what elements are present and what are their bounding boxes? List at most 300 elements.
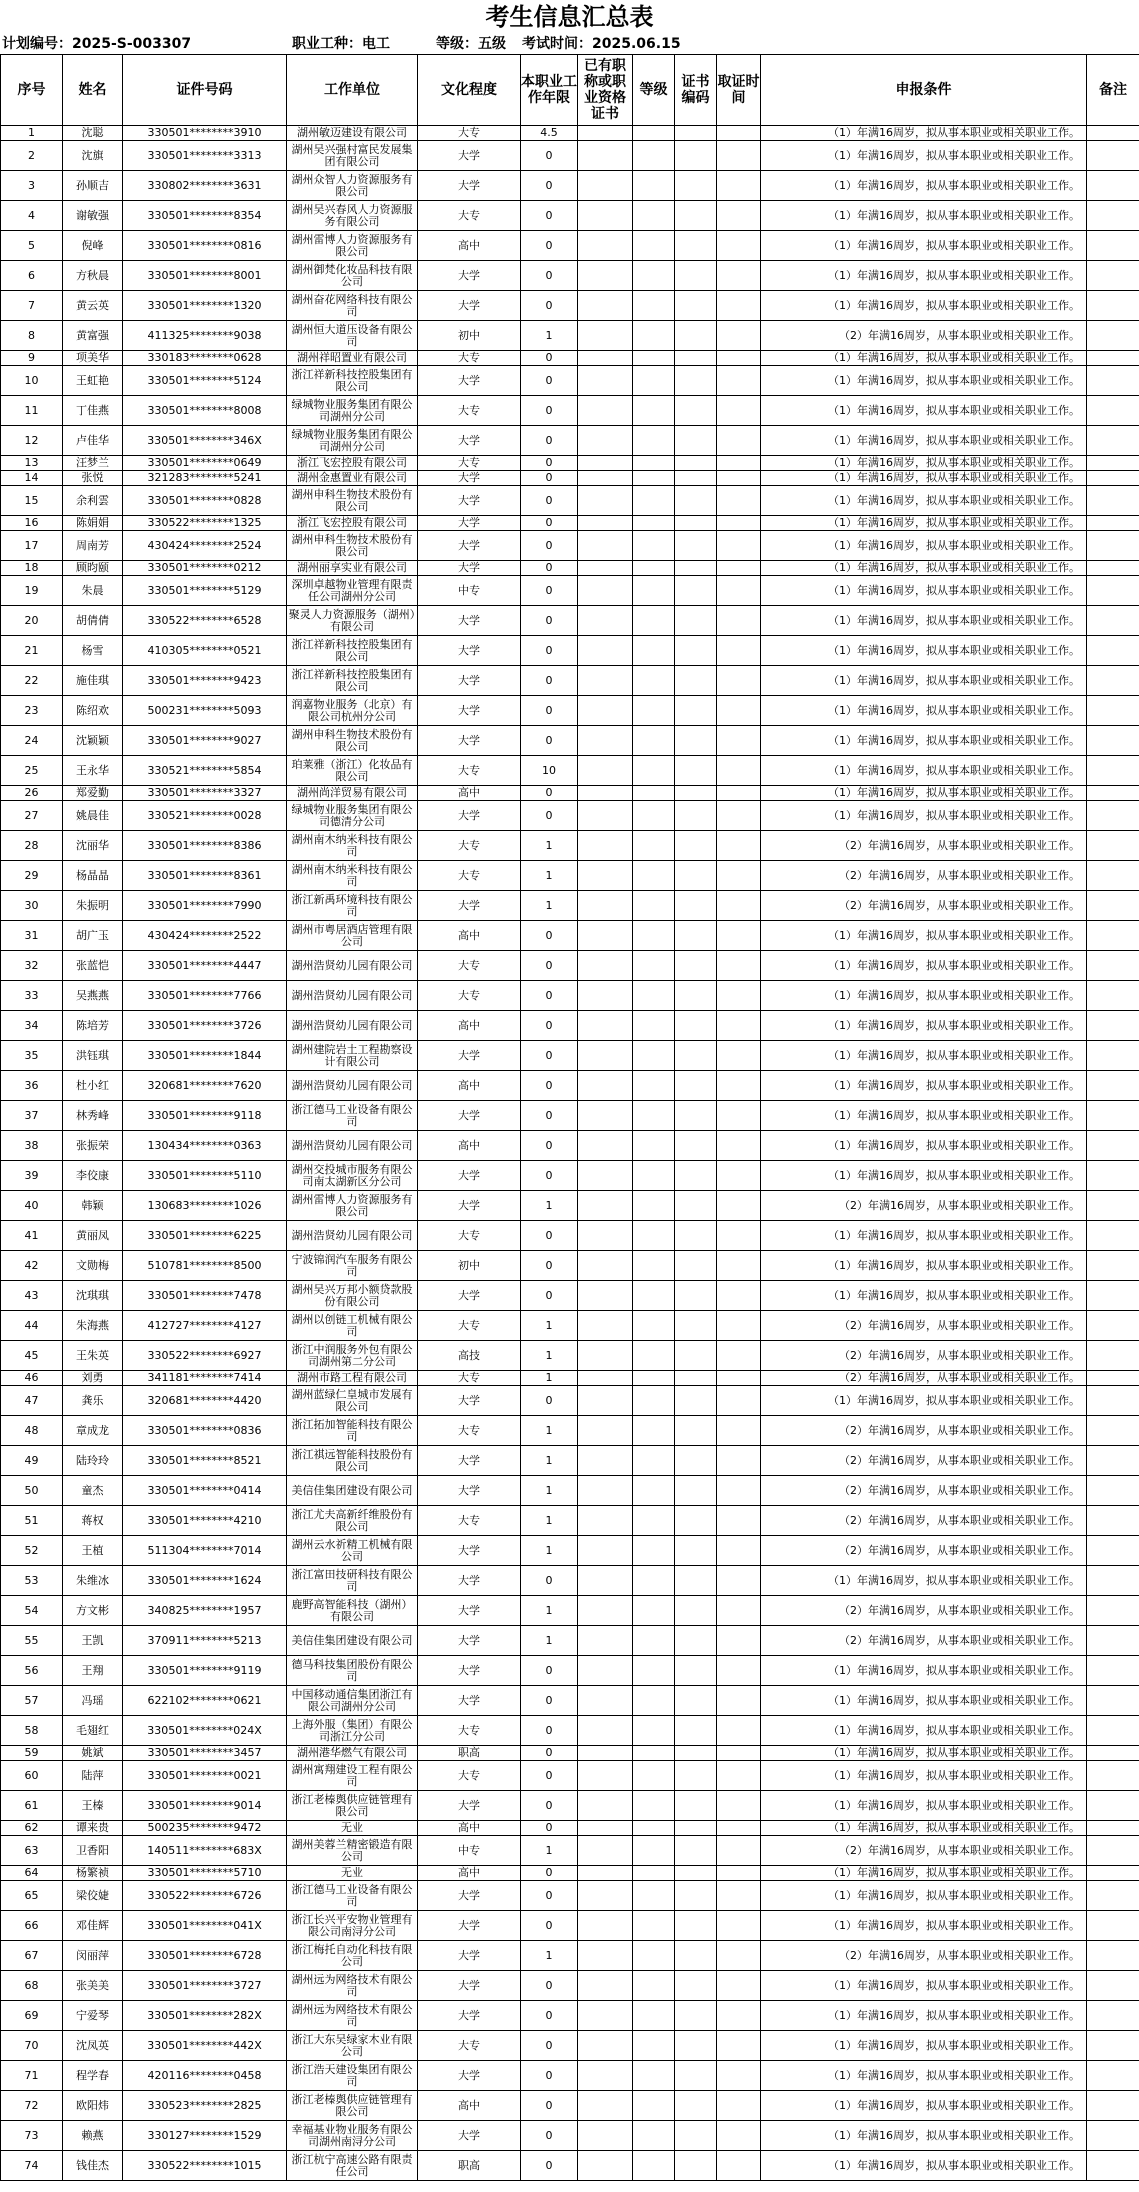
cell-date bbox=[717, 1251, 761, 1281]
cell-note bbox=[1087, 801, 1139, 831]
cell-unit: 湖州雷博人力资源服务有限公司 bbox=[287, 1191, 418, 1221]
cell-certno bbox=[675, 1506, 717, 1536]
cell-name: 沈旗 bbox=[63, 141, 123, 171]
cell-date bbox=[717, 1716, 761, 1746]
cell-no: 14 bbox=[1, 471, 63, 486]
cell-unit: 聚灵人力资源服务（湖州）有限公司 bbox=[287, 606, 418, 636]
cell-years: 0 bbox=[521, 1101, 578, 1131]
cell-unit: 湖州吴兴春风人力资源服务有限公司 bbox=[287, 201, 418, 231]
cell-level bbox=[633, 261, 675, 291]
cell-years: 0 bbox=[521, 1386, 578, 1416]
table-row bbox=[1, 171, 1139, 201]
cell-cert bbox=[578, 516, 633, 531]
cell-id: 330127********1529 bbox=[123, 2121, 287, 2151]
cell-no: 1 bbox=[1, 126, 63, 141]
cell-level bbox=[633, 1341, 675, 1371]
cell-years: 0 bbox=[521, 2061, 578, 2091]
cell-years: 0 bbox=[521, 396, 578, 426]
cell-unit: 无业 bbox=[287, 1866, 418, 1881]
cell-note bbox=[1087, 2061, 1139, 2091]
cell-id: 330501********8001 bbox=[123, 261, 287, 291]
cell-years: 0 bbox=[521, 531, 578, 561]
table-row bbox=[1, 1506, 1139, 1536]
cell-cert bbox=[578, 1131, 633, 1161]
cell-id: 370911********5213 bbox=[123, 1626, 287, 1656]
cell-no: 59 bbox=[1, 1746, 63, 1761]
cell-name: 卫香阳 bbox=[63, 1836, 123, 1866]
cell-id: 330523********2825 bbox=[123, 2091, 287, 2121]
cell-years: 0 bbox=[521, 2031, 578, 2061]
cell-certno bbox=[675, 831, 717, 861]
cell-cert bbox=[578, 531, 633, 561]
cell-years: 0 bbox=[521, 1866, 578, 1881]
cell-date bbox=[717, 321, 761, 351]
cell-years: 1 bbox=[521, 1476, 578, 1506]
cell-note bbox=[1087, 231, 1139, 261]
cell-no: 31 bbox=[1, 921, 63, 951]
cell-years: 0 bbox=[521, 426, 578, 456]
cell-edu: 中专 bbox=[418, 1836, 521, 1866]
cell-no: 70 bbox=[1, 2031, 63, 2061]
cell-years: 0 bbox=[521, 1746, 578, 1761]
cell-edu: 大专 bbox=[418, 351, 521, 366]
cell-unit: 浙江祥新科技控股集团有限公司 bbox=[287, 366, 418, 396]
cell-date bbox=[717, 396, 761, 426]
cell-name: 丁佳燕 bbox=[63, 396, 123, 426]
cell-years: 0 bbox=[521, 351, 578, 366]
table-row bbox=[1, 2031, 1139, 2061]
cell-cond: （1）年满16周岁，拟从事本职业或相关职业工作。 bbox=[761, 1686, 1087, 1716]
cell-edu: 大专 bbox=[418, 1416, 521, 1446]
cell-edu: 大学 bbox=[418, 1791, 521, 1821]
cell-years: 0 bbox=[521, 636, 578, 666]
cell-cond: （1）年满16周岁，拟从事本职业或相关职业工作。 bbox=[761, 921, 1087, 951]
cell-note bbox=[1087, 351, 1139, 366]
header-level: 等级 bbox=[633, 55, 675, 126]
cell-note bbox=[1087, 1881, 1139, 1911]
cell-no: 56 bbox=[1, 1656, 63, 1686]
table-row bbox=[1, 2121, 1139, 2151]
cell-certno bbox=[675, 1131, 717, 1161]
cell-cert bbox=[578, 1791, 633, 1821]
cell-note bbox=[1087, 1371, 1139, 1386]
cell-no: 53 bbox=[1, 1566, 63, 1596]
cell-name: 谢敏强 bbox=[63, 201, 123, 231]
table-row bbox=[1, 726, 1139, 756]
cell-name: 杨繁祯 bbox=[63, 1866, 123, 1881]
cell-cond: （1）年满16周岁，拟从事本职业或相关职业工作。 bbox=[761, 1746, 1087, 1761]
cell-cert bbox=[578, 1686, 633, 1716]
cell-certno bbox=[675, 1971, 717, 2001]
table-row bbox=[1, 1881, 1139, 1911]
cell-years: 1 bbox=[521, 1416, 578, 1446]
cell-edu: 大学 bbox=[418, 726, 521, 756]
cell-level bbox=[633, 171, 675, 201]
cell-cond: （1）年满16周岁，拟从事本职业或相关职业工作。 bbox=[761, 576, 1087, 606]
cell-unit: 浙江杭宁高速公路有限责任公司 bbox=[287, 2151, 418, 2181]
cell-no: 72 bbox=[1, 2091, 63, 2121]
cell-certno bbox=[675, 351, 717, 366]
cell-note bbox=[1087, 1911, 1139, 1941]
cell-edu: 大专 bbox=[418, 1761, 521, 1791]
cell-note bbox=[1087, 201, 1139, 231]
cell-unit: 浙江中润服务外包有限公司湖州第二分公司 bbox=[287, 1341, 418, 1371]
cell-no: 13 bbox=[1, 456, 63, 471]
cell-edu: 大学 bbox=[418, 2121, 521, 2151]
cell-certno bbox=[675, 1446, 717, 1476]
cell-no: 36 bbox=[1, 1071, 63, 1101]
cell-cond: （1）年满16周岁，拟从事本职业或相关职业工作。 bbox=[761, 426, 1087, 456]
cell-level bbox=[633, 141, 675, 171]
cell-date bbox=[717, 1506, 761, 1536]
cell-cond: （1）年满16周岁，拟从事本职业或相关职业工作。 bbox=[761, 981, 1087, 1011]
cell-name: 王朱英 bbox=[63, 1341, 123, 1371]
cell-level bbox=[633, 366, 675, 396]
cell-date bbox=[717, 1101, 761, 1131]
table-row bbox=[1, 1911, 1139, 1941]
cell-no: 33 bbox=[1, 981, 63, 1011]
cell-cert bbox=[578, 1836, 633, 1866]
cell-unit: 湖州寓翔建设工程有限公司 bbox=[287, 1761, 418, 1791]
cell-name: 洪钰琪 bbox=[63, 1041, 123, 1071]
header-date: 取证时间 bbox=[717, 55, 761, 126]
cell-cert bbox=[578, 1311, 633, 1341]
cell-cert bbox=[578, 1941, 633, 1971]
cell-cond: （1）年满16周岁，拟从事本职业或相关职业工作。 bbox=[761, 366, 1087, 396]
table-row bbox=[1, 231, 1139, 261]
cell-edu: 高中 bbox=[418, 2091, 521, 2121]
cell-name: 孙顺吉 bbox=[63, 171, 123, 201]
cell-level bbox=[633, 1836, 675, 1866]
cell-cond: （2）年满16周岁，从事本职业或相关职业工作。 bbox=[761, 321, 1087, 351]
cell-note bbox=[1087, 486, 1139, 516]
cell-date bbox=[717, 2001, 761, 2031]
cell-id: 330501********3327 bbox=[123, 786, 287, 801]
cell-cert bbox=[578, 1101, 633, 1131]
cell-level bbox=[633, 1596, 675, 1626]
cell-no: 22 bbox=[1, 666, 63, 696]
cell-cond: （1）年满16周岁，拟从事本职业或相关职业工作。 bbox=[761, 1566, 1087, 1596]
cell-years: 0 bbox=[521, 801, 578, 831]
cell-edu: 高中 bbox=[418, 1821, 521, 1836]
cell-note bbox=[1087, 1476, 1139, 1506]
table-row bbox=[1, 1686, 1139, 1716]
cell-level bbox=[633, 1716, 675, 1746]
cell-note bbox=[1087, 831, 1139, 861]
cell-level bbox=[633, 1971, 675, 2001]
cell-edu: 高中 bbox=[418, 1011, 521, 1041]
cell-note bbox=[1087, 1506, 1139, 1536]
table-row bbox=[1, 1476, 1139, 1506]
cell-note bbox=[1087, 1161, 1139, 1191]
cell-years: 0 bbox=[521, 1971, 578, 2001]
cell-level bbox=[633, 726, 675, 756]
cell-cond: （1）年满16周岁，拟从事本职业或相关职业工作。 bbox=[761, 2091, 1087, 2121]
cell-no: 40 bbox=[1, 1191, 63, 1221]
cell-level bbox=[633, 636, 675, 666]
cell-certno bbox=[675, 1341, 717, 1371]
cell-no: 68 bbox=[1, 1971, 63, 2001]
cell-unit: 湖州申科生物技术股份有限公司 bbox=[287, 726, 418, 756]
cell-date bbox=[717, 1626, 761, 1656]
cell-cert bbox=[578, 1071, 633, 1101]
cell-id: 330501********0836 bbox=[123, 1416, 287, 1446]
cell-name: 卢佳华 bbox=[63, 426, 123, 456]
cell-unit: 湖州尚洋贸易有限公司 bbox=[287, 786, 418, 801]
cell-level bbox=[633, 1446, 675, 1476]
table-header-row bbox=[1, 55, 1139, 126]
cell-certno bbox=[675, 561, 717, 576]
cell-level bbox=[633, 1101, 675, 1131]
cell-years: 0 bbox=[521, 1656, 578, 1686]
cell-date bbox=[717, 1041, 761, 1071]
cell-no: 27 bbox=[1, 801, 63, 831]
table-row bbox=[1, 951, 1139, 981]
cell-level bbox=[633, 1131, 675, 1161]
cell-note bbox=[1087, 531, 1139, 561]
cell-level bbox=[633, 1011, 675, 1041]
table-row bbox=[1, 666, 1139, 696]
cell-level bbox=[633, 2151, 675, 2181]
table-row bbox=[1, 801, 1139, 831]
table-row bbox=[1, 1071, 1139, 1101]
cell-date bbox=[717, 1746, 761, 1761]
cell-date bbox=[717, 1161, 761, 1191]
cell-id: 330501********9423 bbox=[123, 666, 287, 696]
table-row bbox=[1, 561, 1139, 576]
cell-date bbox=[717, 696, 761, 726]
cell-id: 410305********0521 bbox=[123, 636, 287, 666]
cell-years: 0 bbox=[521, 981, 578, 1011]
cell-edu: 大学 bbox=[418, 531, 521, 561]
cell-unit: 美信佳集团建设有限公司 bbox=[287, 1626, 418, 1656]
cell-years: 0 bbox=[521, 2001, 578, 2031]
cell-no: 38 bbox=[1, 1131, 63, 1161]
cell-cond: （2）年满16周岁，从事本职业或相关职业工作。 bbox=[761, 1371, 1087, 1386]
cell-date bbox=[717, 366, 761, 396]
cell-note bbox=[1087, 1446, 1139, 1476]
cell-unit: 湖州奋花网络科技有限公司 bbox=[287, 291, 418, 321]
cell-certno bbox=[675, 801, 717, 831]
cell-name: 沈凤英 bbox=[63, 2031, 123, 2061]
cell-date bbox=[717, 1131, 761, 1161]
cell-unit: 湖州恒大道压设备有限公司 bbox=[287, 321, 418, 351]
cell-id: 130683********1026 bbox=[123, 1191, 287, 1221]
cell-name: 施佳琪 bbox=[63, 666, 123, 696]
cell-level bbox=[633, 1536, 675, 1566]
cell-no: 37 bbox=[1, 1101, 63, 1131]
cell-level bbox=[633, 516, 675, 531]
cell-name: 赖燕 bbox=[63, 2121, 123, 2151]
cell-certno bbox=[675, 1626, 717, 1656]
cell-years: 1 bbox=[521, 1596, 578, 1626]
cell-level bbox=[633, 1911, 675, 1941]
cell-id: 330522********1015 bbox=[123, 2151, 287, 2181]
cell-date bbox=[717, 1836, 761, 1866]
cell-name: 陈娟娟 bbox=[63, 516, 123, 531]
cell-unit: 浙江老榛舆供应链管理有限公司 bbox=[287, 1791, 418, 1821]
cell-certno bbox=[675, 921, 717, 951]
cell-cert bbox=[578, 2151, 633, 2181]
cell-level bbox=[633, 786, 675, 801]
cell-note bbox=[1087, 2031, 1139, 2061]
cell-edu: 大专 bbox=[418, 1371, 521, 1386]
cell-cond: （1）年满16周岁，拟从事本职业或相关职业工作。 bbox=[761, 2001, 1087, 2031]
table-row bbox=[1, 1371, 1139, 1386]
cell-unit: 湖州众智人力资源服务有限公司 bbox=[287, 171, 418, 201]
table-row bbox=[1, 1341, 1139, 1371]
cell-unit: 湖州南木纳米科技有限公司 bbox=[287, 831, 418, 861]
table-row bbox=[1, 456, 1139, 471]
cell-level bbox=[633, 1656, 675, 1686]
cell-no: 2 bbox=[1, 141, 63, 171]
cell-cert bbox=[578, 921, 633, 951]
cell-cond: （1）年满16周岁，拟从事本职业或相关职业工作。 bbox=[761, 1221, 1087, 1251]
cell-no: 10 bbox=[1, 366, 63, 396]
cell-no: 15 bbox=[1, 486, 63, 516]
cell-unit: 浙江祺远智能科技股份有限公司 bbox=[287, 1446, 418, 1476]
cell-id: 330522********1325 bbox=[123, 516, 287, 531]
cell-id: 330501********346X bbox=[123, 426, 287, 456]
cell-edu: 大学 bbox=[418, 1596, 521, 1626]
cell-unit: 湖州蓝绿仁皇城市发展有限公司 bbox=[287, 1386, 418, 1416]
table-row bbox=[1, 1656, 1139, 1686]
cell-cond: （1）年满16周岁，拟从事本职业或相关职业工作。 bbox=[761, 1791, 1087, 1821]
cell-no: 8 bbox=[1, 321, 63, 351]
cell-cond: （1）年满16周岁，拟从事本职业或相关职业工作。 bbox=[761, 666, 1087, 696]
cell-level bbox=[633, 2091, 675, 2121]
cell-unit: 珀莱雅（浙江）化妆品有限公司 bbox=[287, 756, 418, 786]
cell-unit: 湖州丽享实业有限公司 bbox=[287, 561, 418, 576]
cell-cert bbox=[578, 351, 633, 366]
cell-certno bbox=[675, 1311, 717, 1341]
table-row bbox=[1, 2091, 1139, 2121]
cell-cond: （2）年满16周岁，从事本职业或相关职业工作。 bbox=[761, 1836, 1087, 1866]
cell-date bbox=[717, 801, 761, 831]
cell-level bbox=[633, 951, 675, 981]
cell-level bbox=[633, 1386, 675, 1416]
cell-certno bbox=[675, 1686, 717, 1716]
cell-cert bbox=[578, 1416, 633, 1446]
cell-cond: （1）年满16周岁，拟从事本职业或相关职业工作。 bbox=[761, 456, 1087, 471]
cell-date bbox=[717, 1476, 761, 1506]
cell-unit: 湖州市粤居酒店管理有限公司 bbox=[287, 921, 418, 951]
cell-name: 张悦 bbox=[63, 471, 123, 486]
cell-level bbox=[633, 1416, 675, 1446]
cell-name: 郑爱勤 bbox=[63, 786, 123, 801]
cell-date bbox=[717, 1371, 761, 1386]
cell-years: 0 bbox=[521, 1281, 578, 1311]
cell-no: 19 bbox=[1, 576, 63, 606]
level-info: 等级：五级 bbox=[436, 36, 506, 52]
cell-no: 48 bbox=[1, 1416, 63, 1446]
cell-cond: （1）年满16周岁，拟从事本职业或相关职业工作。 bbox=[761, 1281, 1087, 1311]
cell-years: 1 bbox=[521, 861, 578, 891]
cell-years: 1 bbox=[521, 1506, 578, 1536]
cell-note bbox=[1087, 1281, 1139, 1311]
cell-date bbox=[717, 1656, 761, 1686]
table-row bbox=[1, 396, 1139, 426]
cell-years: 0 bbox=[521, 2151, 578, 2181]
cell-level bbox=[633, 861, 675, 891]
cell-edu: 大学 bbox=[418, 1191, 521, 1221]
cell-id: 330501********1320 bbox=[123, 291, 287, 321]
cell-certno bbox=[675, 471, 717, 486]
cell-name: 张蓝恺 bbox=[63, 951, 123, 981]
cell-years: 0 bbox=[521, 1011, 578, 1041]
cell-unit: 深圳卓越物业管理有限责任公司湖州分公司 bbox=[287, 576, 418, 606]
cell-date bbox=[717, 1446, 761, 1476]
cell-certno bbox=[675, 1101, 717, 1131]
cell-cond: （1）年满16周岁，拟从事本职业或相关职业工作。 bbox=[761, 1011, 1087, 1041]
cell-edu: 大学 bbox=[418, 291, 521, 321]
cell-edu: 大学 bbox=[418, 1566, 521, 1596]
cell-unit: 湖州浩贤幼儿园有限公司 bbox=[287, 951, 418, 981]
cell-edu: 大学 bbox=[418, 1626, 521, 1656]
cell-note bbox=[1087, 396, 1139, 426]
cell-years: 1 bbox=[521, 1536, 578, 1566]
cell-cert bbox=[578, 396, 633, 426]
cell-no: 52 bbox=[1, 1536, 63, 1566]
cell-level bbox=[633, 426, 675, 456]
cell-unit: 鹿野高智能科技（湖州）有限公司 bbox=[287, 1596, 418, 1626]
cell-years: 4.5 bbox=[521, 126, 578, 141]
cell-level bbox=[633, 1626, 675, 1656]
cell-date bbox=[717, 1971, 761, 2001]
cell-no: 64 bbox=[1, 1866, 63, 1881]
cell-edu: 高中 bbox=[418, 786, 521, 801]
cell-cert bbox=[578, 1626, 633, 1656]
cell-id: 340825********1957 bbox=[123, 1596, 287, 1626]
cell-cert bbox=[578, 1251, 633, 1281]
cell-id: 330522********6927 bbox=[123, 1341, 287, 1371]
cell-date bbox=[717, 1791, 761, 1821]
cell-name: 姚晨佳 bbox=[63, 801, 123, 831]
cell-no: 65 bbox=[1, 1881, 63, 1911]
table-row bbox=[1, 1566, 1139, 1596]
cell-certno bbox=[675, 321, 717, 351]
cell-name: 方文彬 bbox=[63, 1596, 123, 1626]
cell-name: 王虹艳 bbox=[63, 366, 123, 396]
cell-id: 500235********9472 bbox=[123, 1821, 287, 1836]
cell-cert bbox=[578, 1656, 633, 1686]
cell-level bbox=[633, 576, 675, 606]
table-row bbox=[1, 981, 1139, 1011]
cell-years: 10 bbox=[521, 756, 578, 786]
cell-date bbox=[717, 921, 761, 951]
cell-edu: 大专 bbox=[418, 1506, 521, 1536]
table-row bbox=[1, 2001, 1139, 2031]
cell-edu: 大学 bbox=[418, 561, 521, 576]
cell-note bbox=[1087, 126, 1139, 141]
cell-cond: （1）年满16周岁，拟从事本职业或相关职业工作。 bbox=[761, 756, 1087, 786]
table-row bbox=[1, 1011, 1139, 1041]
cell-cert bbox=[578, 636, 633, 666]
cell-level bbox=[633, 1746, 675, 1761]
cell-level bbox=[633, 351, 675, 366]
cell-date bbox=[717, 636, 761, 666]
header-unit: 工作单位 bbox=[287, 55, 418, 126]
cell-id: 330501********0212 bbox=[123, 561, 287, 576]
cell-no: 7 bbox=[1, 291, 63, 321]
cell-level bbox=[633, 231, 675, 261]
cell-no: 69 bbox=[1, 2001, 63, 2031]
cell-note bbox=[1087, 1416, 1139, 1446]
cell-edu: 大学 bbox=[418, 1101, 521, 1131]
cell-date bbox=[717, 1191, 761, 1221]
cell-cert bbox=[578, 1011, 633, 1041]
cell-id: 330501********9119 bbox=[123, 1656, 287, 1686]
